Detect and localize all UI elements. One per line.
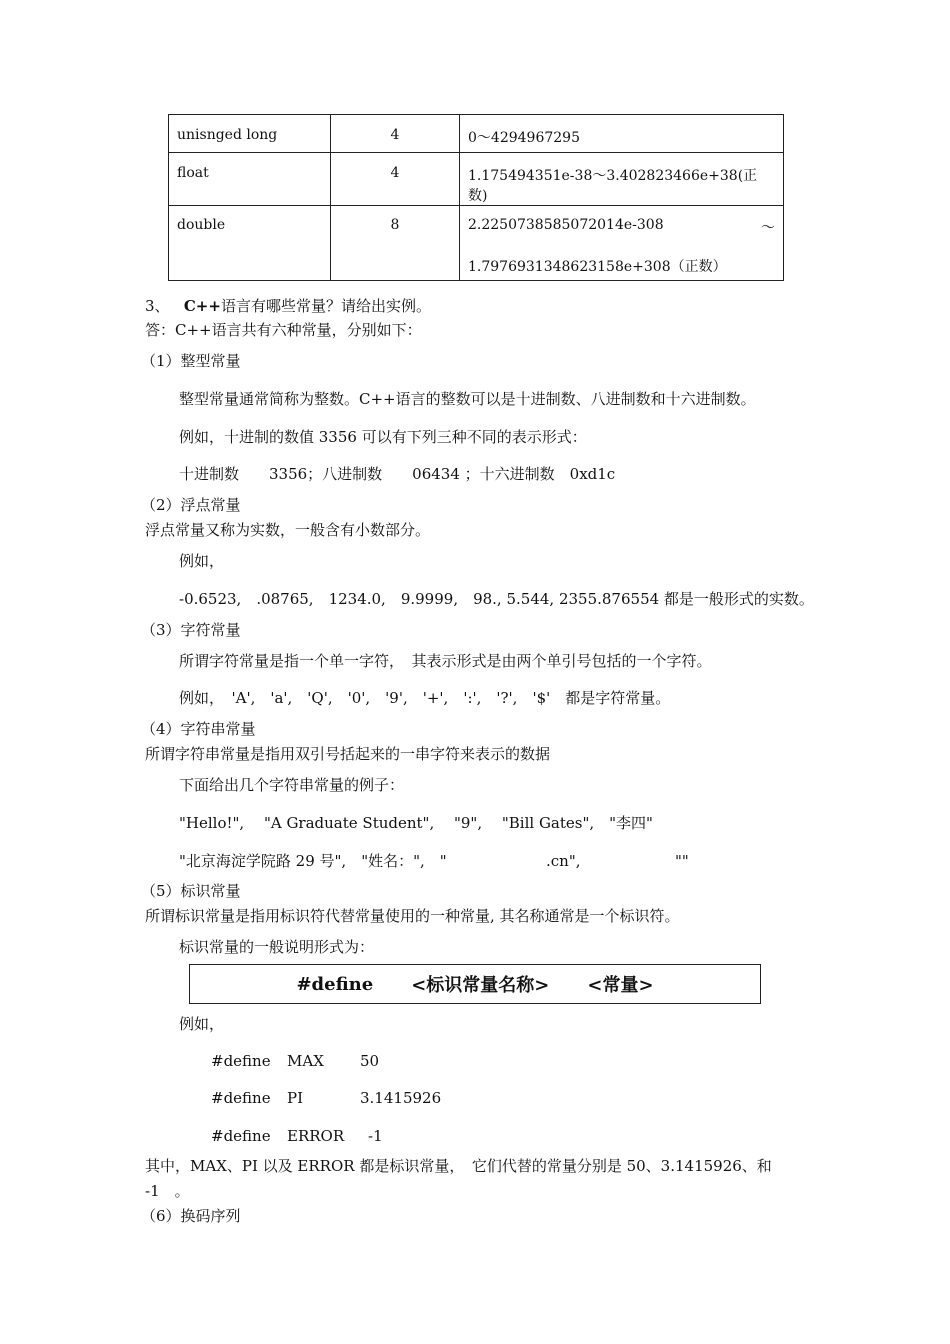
paragraph: 所谓标识常量是指用标识符代替常量使用的一种常量, 其名称通常是一个标识符。 [145,907,680,925]
range-cell: 1.175494351e-38～3.402823466e+38(正数) [460,153,784,206]
answer-bold: C++ [175,321,212,339]
paragraph: "北京海淀学院路 29 号", "姓名：", " [179,852,447,870]
paragraph: 所谓字符常量是指一个单一字符， 其表示形式是由两个单引号包括的一个字符。 [179,652,712,670]
define-keyword: #define [211,1127,271,1145]
range-cell: 0～4294967295 [460,115,784,153]
paragraph: 十进制数 3356；八进制数 06434 ；十六进制数 0xd1c [179,465,616,483]
define-keyword: #define [296,973,374,995]
range-cell [460,206,784,281]
define-value: 50 [360,1052,380,1070]
range-separator: ～ [761,220,775,236]
define-name: ERROR [287,1127,345,1145]
paragraph: 例如，十进制的数值 3356 可以有下列三种不同的表示形式： [179,428,587,446]
size-cell: 4 [331,153,460,206]
range-upper: 1.7976931348623158e+308（正数） [468,259,727,275]
define-keyword: #define [211,1089,271,1107]
define-value: -1 [368,1127,383,1145]
paragraph: 其中，MAX、PI 以及 ERROR 都是标识常量， 它们代替的常量分别是 50、3.1415926、和 [145,1157,772,1175]
table-row [169,153,784,206]
paragraph-fragment: "" [675,852,689,870]
paragraph: -1 。 [145,1182,190,1200]
size-cell: 8 [331,206,460,281]
section-heading: （6）换码序列 [141,1207,241,1225]
paragraph: 整型常量通常简称为整数。C++语言的整数可以是十进制数、八进制数和十六进制数。 [179,390,756,408]
define-name: PI [287,1089,304,1107]
paragraph: 例如， [179,552,225,570]
question-text: 语言有哪些常量？请给出实例。 [220,297,431,315]
section-heading: （1）整型常量 [141,352,241,370]
table-row [169,115,784,153]
paragraph: 例如， 'A', 'a', 'Q', '0', '9', '+', ':', '?', '$' 都是字符常量。 [179,689,671,707]
section-heading: （2）浮点常量 [141,496,241,514]
question-number: 3、 [145,297,170,315]
define-name-placeholder: <标识常量名称> [411,975,550,996]
answer-text: 语言共有六种常量，分别如下： [211,321,422,339]
table-row [169,206,784,281]
paragraph-fragment: .cn", [546,852,581,870]
paragraph: "Hello!", "A Graduate Student", "9", "Bill Gates", "李四" [179,814,653,832]
answer-prefix: 答： [145,321,176,339]
question-heading [145,297,431,315]
paragraph: 下面给出几个字符串常量的例子： [179,776,405,794]
define-value: 3.1415926 [360,1089,442,1107]
section-heading: （3）字符常量 [141,621,241,639]
define-value-placeholder: <常量> [587,975,654,996]
section-heading: （5）标识常量 [141,882,241,900]
paragraph: 例如， [179,1015,225,1033]
type-cell: double [169,206,331,281]
data-type-table [168,114,784,281]
define-name: MAX [287,1052,324,1070]
type-cell: float [169,153,331,206]
section-heading: （4）字符串常量 [141,720,256,738]
define-keyword: #define [211,1052,271,1070]
paragraph: 所谓字符串常量是指用双引号括起来的一串字符来表示的数据 [145,745,551,763]
question-bold: C++ [183,297,221,315]
size-cell: 4 [331,115,460,153]
paragraph: 标识常量的一般说明形式为： [179,938,375,956]
range-lower: 2.2250738585072014e-308 [468,217,664,233]
define-syntax-box [189,964,761,1004]
paragraph: 浮点常量又称为实数，一般含有小数部分。 [145,521,431,539]
answer-intro [145,321,422,339]
paragraph: -0.6523, .08765, 1234.0, 9.9999, 98., 5.544, 2355.876554 都是一般形式的实数。 [179,590,814,608]
type-cell: unisnged long [169,115,331,153]
